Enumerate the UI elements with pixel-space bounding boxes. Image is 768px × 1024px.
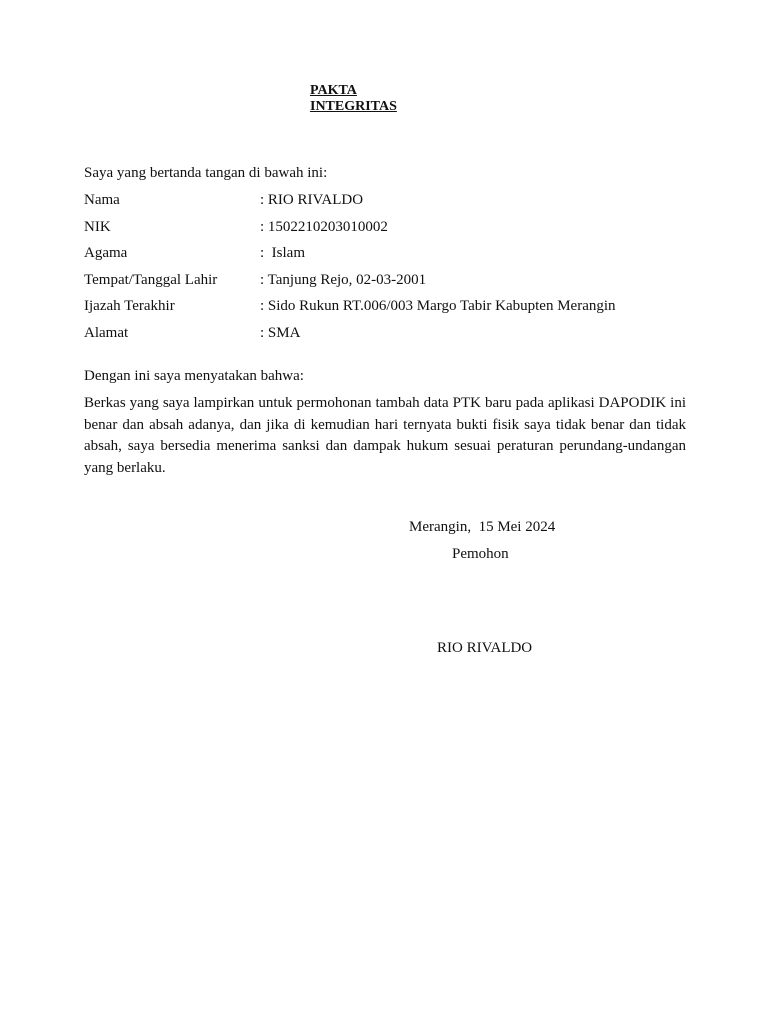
field-label: Tempat/Tanggal Lahir bbox=[84, 271, 218, 288]
place-date: Merangin, 15 Mei 2024 bbox=[409, 519, 556, 535]
field-value: : Sido Rukun RT.006/003 Margo Tabir Kabupten Merangin bbox=[260, 298, 616, 314]
signer-role: Pemohon bbox=[452, 546, 509, 562]
field-value: : Islam bbox=[260, 245, 305, 261]
declaration-intro: Dengan ini saya menyatakan bahwa: bbox=[84, 368, 304, 384]
field-row-agama bbox=[84, 243, 684, 270]
field-label: Agama bbox=[84, 245, 128, 261]
declaration-body: Berkas yang saya lampirkan untuk permohonan tambah data PTK baru pada aplikasi DAPODIK ini benar dan absah adanya, dan jika di kemudian hari ternyata bukti fisik saya tidak benar dan tidak absah, saya bersedia menerima sanksi dan dampak hukum sesuai peraturan perundang-undangan yang berlaku. bbox=[84, 395, 686, 476]
field-row-tempat-tanggal-lahir bbox=[84, 270, 684, 297]
field-value: : 1502210203010002 bbox=[260, 218, 388, 235]
field-row-ijazah-terakhir bbox=[84, 296, 684, 323]
intro-text: Saya yang bertanda tangan di bawah ini: bbox=[84, 165, 328, 181]
identity-fields bbox=[84, 190, 684, 349]
title-line-2: INTEGRITAS bbox=[310, 99, 397, 114]
field-row-nama bbox=[84, 190, 684, 217]
field-row-nik bbox=[84, 217, 684, 244]
document-title bbox=[310, 83, 397, 115]
field-label: NIK bbox=[84, 218, 111, 235]
field-label: Alamat bbox=[84, 324, 129, 341]
field-row-alamat bbox=[84, 323, 684, 350]
title-line-1: PAKTA bbox=[310, 83, 357, 98]
field-value: : SMA bbox=[260, 324, 301, 341]
field-label: Nama bbox=[84, 192, 120, 208]
field-value: : RIO RIVALDO bbox=[260, 192, 364, 208]
field-value: : Tanjung Rejo, 02-03-2001 bbox=[260, 271, 427, 288]
signer-name: RIO RIVALDO bbox=[437, 640, 533, 656]
field-label: Ijazah Terakhir bbox=[84, 298, 175, 314]
